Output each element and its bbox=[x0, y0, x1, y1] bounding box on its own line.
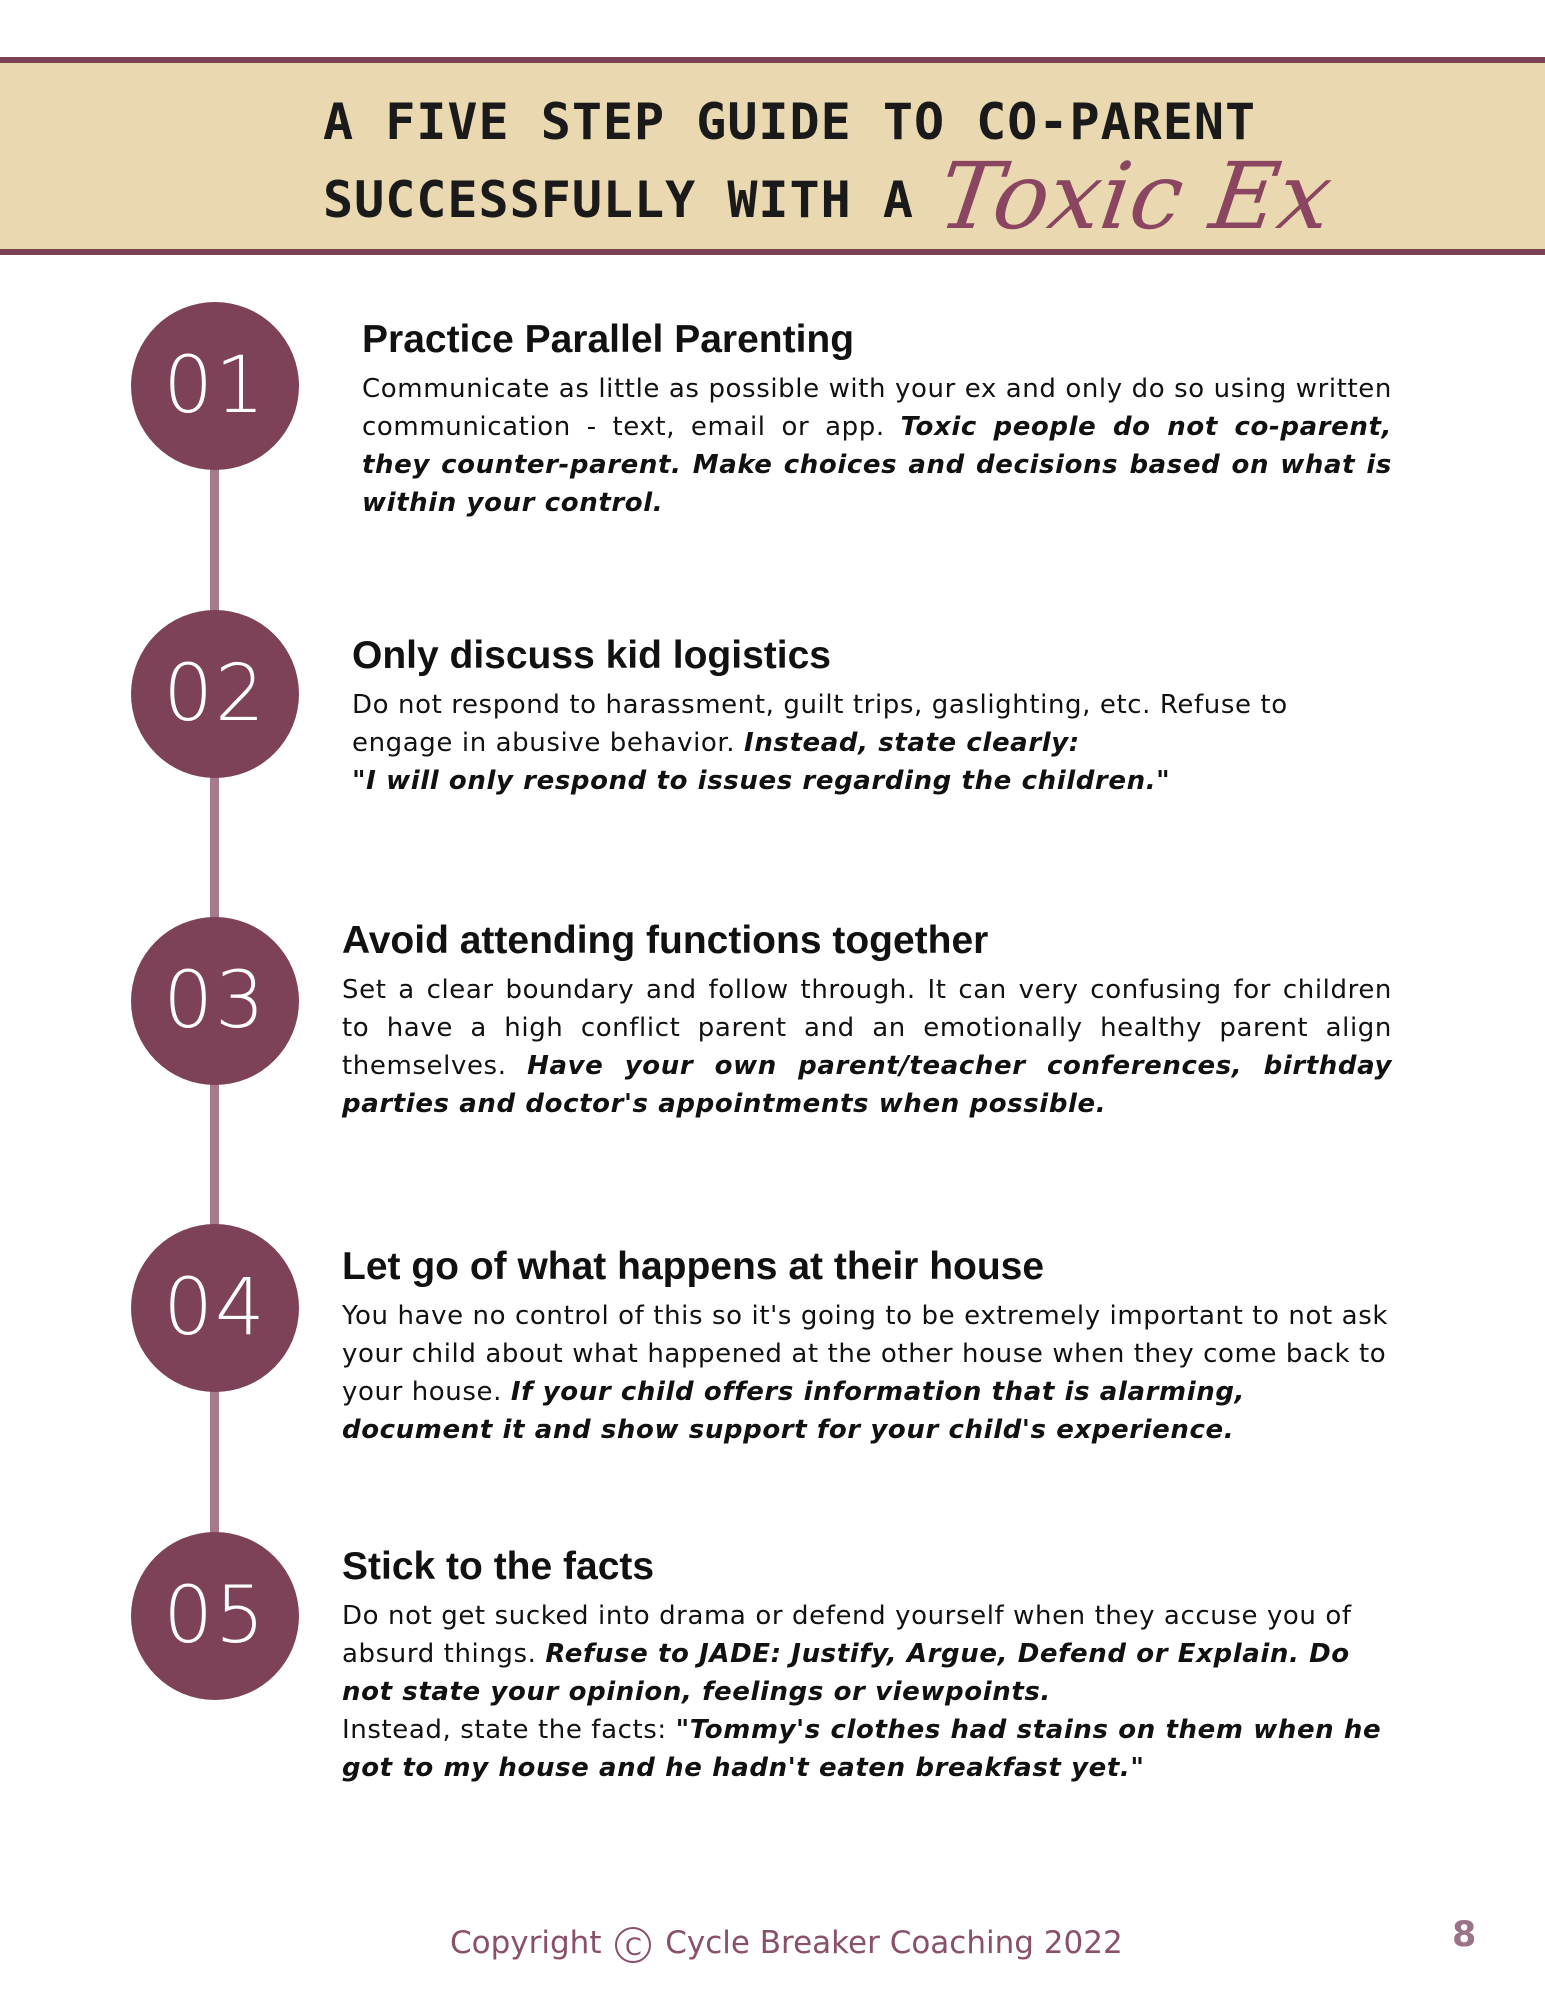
step-5-emphasis: Refuse to JADE: Justify, Argue, Defend or Explain. Do not state your opinion, feelings or viewpoints. bbox=[342, 1639, 1350, 1707]
step-5 bbox=[342, 1545, 1407, 1787]
copyright-footer bbox=[450, 1925, 1123, 1963]
step-3-body bbox=[342, 971, 1392, 1123]
step-5-title: Stick to the facts bbox=[342, 1545, 655, 1588]
step-4-title: Let go of what happens at their house bbox=[342, 1245, 1045, 1288]
step-5-quote: "Tommy's clothes had stains on them when he got to my house and he hadn't eaten breakfast yet." bbox=[342, 1715, 1382, 1783]
copyright-prefix: Copyright bbox=[450, 1925, 602, 1961]
step-5-body bbox=[342, 1597, 1407, 1787]
copyright-text: Cycle Breaker Coaching 2022 bbox=[665, 1925, 1123, 1961]
step-2-title: Only discuss kid logistics bbox=[352, 634, 831, 677]
step-2-emphasis: Instead, state clearly: bbox=[744, 728, 1080, 758]
step-2-body bbox=[352, 686, 1392, 800]
title-line-1: A FIVE STEP GUIDE TO CO-PARENT bbox=[323, 93, 1257, 151]
step-3-text: Set a clear boundary and follow through. It can very confusing for children to have a high conflict parent and an emotionally healthy parent align themselves. bbox=[342, 975, 1392, 1081]
step-2-number-circle: 02 bbox=[131, 610, 299, 778]
step-3-number-circle: 03 bbox=[131, 917, 299, 1085]
copyright-icon: C bbox=[615, 1927, 651, 1963]
step-1 bbox=[362, 318, 1392, 522]
step-2-quote: "I will only respond to issues regarding the children." bbox=[352, 766, 1171, 796]
step-4-body bbox=[342, 1297, 1392, 1449]
step-5-number-circle: 05 bbox=[131, 1532, 299, 1700]
title-accent-script: Toxic Ex bbox=[932, 143, 1339, 250]
title-line-2: SUCCESSFULLY WITH A bbox=[323, 171, 914, 229]
step-2 bbox=[352, 634, 1392, 800]
step-1-number-circle: 01 bbox=[131, 302, 299, 470]
step-3 bbox=[342, 919, 1392, 1123]
title-banner bbox=[0, 57, 1545, 255]
step-4-text: You have no control of this so it's going to be extremely important to not ask your child about what happened at the other house when they come back to your house. bbox=[342, 1301, 1389, 1407]
step-1-title: Practice Parallel Parenting bbox=[362, 318, 855, 361]
step-4 bbox=[342, 1245, 1392, 1449]
step-3-title: Avoid attending functions together bbox=[342, 919, 989, 962]
page-number: 8 bbox=[1452, 1915, 1477, 1955]
step-4-number-circle: 04 bbox=[131, 1224, 299, 1392]
step-5-text-2: Instead, state the facts: bbox=[342, 1715, 676, 1745]
step-3-emphasis: Have your own parent/teacher conferences, birthday parties and doctor's appointments when possible. bbox=[342, 1051, 1392, 1119]
step-1-emphasis: Toxic people do not co-parent, they counter-parent. Make choices and decisions based on what is within your control. bbox=[362, 412, 1392, 518]
step-5-text: Do not get sucked into drama or defend yourself when they accuse you of absurd things. bbox=[342, 1601, 1352, 1669]
step-2-text: Do not respond to harassment, guilt trips, gaslighting, etc. Refuse to engage in abusive behavior. bbox=[352, 690, 1288, 758]
step-1-text: Communicate as little as possible with your ex and only do so using written communication - text, email or app. bbox=[362, 374, 1392, 442]
step-4-emphasis: If your child offers information that is alarming, document it and show support for your child's experience. bbox=[342, 1377, 1246, 1445]
step-1-body bbox=[362, 370, 1392, 522]
